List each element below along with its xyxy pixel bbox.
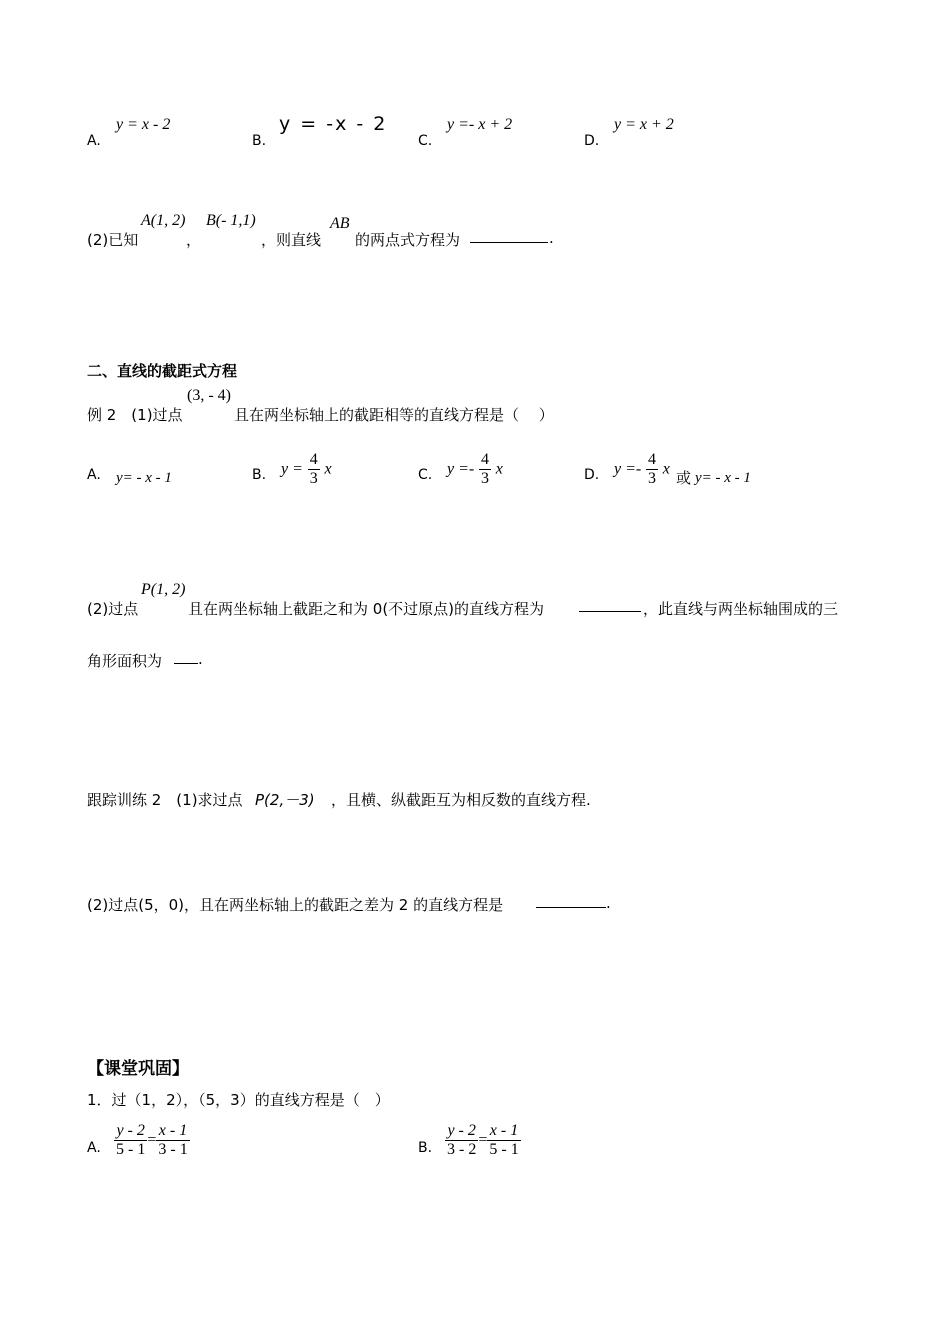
consolidate-option-a-label: A. (87, 1140, 101, 1156)
ex2-option-b-label: B. (252, 467, 267, 483)
ex2-option-c-expression: y =- $\frac{4}{3}$ x (447, 451, 503, 487)
q2-mid-text: ，则直线 (261, 231, 322, 249)
ex2-2-end: . (198, 650, 203, 668)
consolidate-q1: 1．过（1，2），（5，3）的直线方程是（ ） (87, 1091, 390, 1109)
q2-ab: AB (330, 215, 350, 232)
ex2-2-area-blank[interactable] (174, 649, 198, 664)
ex2-2-line2: 角形面积为 (87, 652, 163, 670)
ex2-option-c-label: C. (418, 467, 433, 483)
track2-text1: 跟踪训练 2 (1)求过点 (87, 791, 243, 809)
option-b-expression: y = -x - 2 (279, 113, 388, 135)
q2-answer-blank[interactable] (470, 228, 548, 243)
q2-suffix: 的两点式方程为 (355, 231, 461, 249)
option-b-label: B. (252, 133, 267, 149)
track2-2-text: (2)过点(5，0)，且在两坐标轴上的截距之差为 2 的直线方程是 (87, 896, 504, 914)
option-d-label: D. (584, 133, 600, 149)
consolidate-title: 【课堂巩固】 (87, 1059, 189, 1079)
ex2-option-d-label: D. (584, 467, 600, 483)
consolidate-option-b-expression: $\frac{y - 2}{3 - 2}$ = $\frac{x - 1}{5 - 1}$ (447, 1122, 519, 1158)
q2-point-b: B(- 1,1) (206, 212, 256, 229)
ex2-2-point: P(1, 2) (141, 581, 186, 598)
ex2-2-answer-blank[interactable] (579, 597, 641, 612)
ex2-2-mid: ，此直线与两坐标轴围成的三 (643, 600, 839, 618)
ex2-option-a-expression: y= - x - 1 (116, 470, 172, 486)
ex2-option-b-expression: y = $\frac{4}{3}$ x (281, 451, 332, 487)
option-a-label: A. (87, 133, 101, 149)
section-title: 二、直线的截距式方程 (87, 362, 238, 380)
q2-point-a: A(1, 2) (141, 212, 186, 229)
option-c-label: C. (418, 133, 433, 149)
ex2-option-d-expression-2: y= - x - 1 (695, 470, 751, 486)
example2-suffix: 且在两坐标轴上的截距相等的直线方程是（ ） (234, 406, 554, 424)
ex2-option-d-expression: y =- $\frac{4}{3}$ x (614, 451, 670, 487)
consolidate-option-a-expression: $\frac{y - 2}{5 - 1}$ = $\frac{x - 1}{3 - 1}$ (116, 1122, 188, 1158)
option-c-expression: y =- x + 2 (447, 116, 513, 133)
track2-2-answer-blank[interactable] (536, 893, 606, 908)
ex2-2-suffix: 且在两坐标轴上截距之和为 0(不过原点)的直线方程为 (188, 600, 545, 618)
q2-end: . (549, 229, 554, 247)
track2-2-end: . (606, 894, 611, 912)
ex2-option-a-label: A. (87, 467, 101, 483)
track2-text2: ，且横、纵截距互为相反数的直线方程. (331, 791, 591, 809)
consolidate-option-b-label: B. (418, 1140, 433, 1156)
option-a-expression: y = x - 2 (116, 116, 171, 133)
q2-comma: ， (186, 231, 202, 249)
ex2-option-d-or: 或 (676, 469, 692, 487)
example2-prefix: 例 2 (1)过点 (87, 406, 183, 424)
example2-point: (3, - 4) (187, 387, 231, 404)
track2-point: P(2,－3) (255, 791, 315, 809)
option-d-expression: y = x + 2 (614, 116, 674, 133)
ex2-2-prefix: (2)过点 (87, 600, 139, 618)
q2-prefix: (2)已知 (87, 231, 139, 249)
